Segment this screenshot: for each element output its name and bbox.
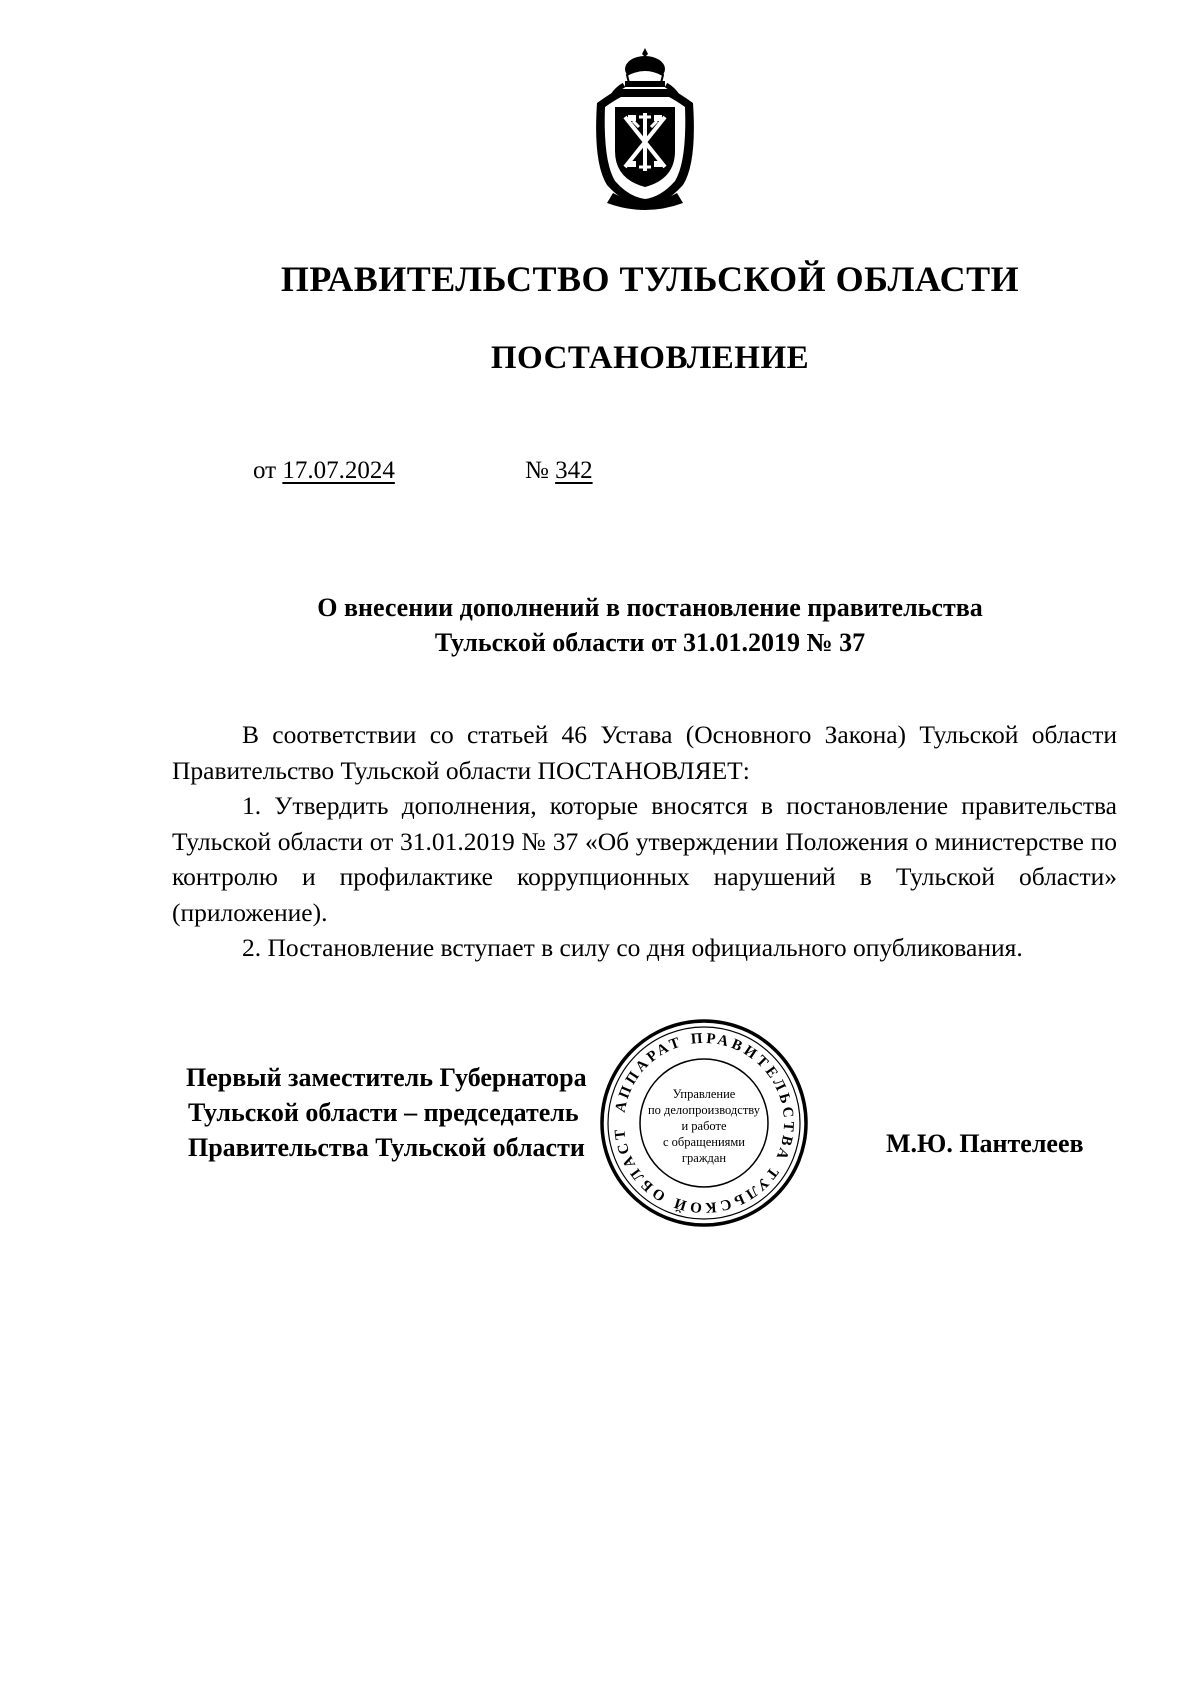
- stamp-line: с обращениями: [663, 1135, 745, 1149]
- position-line: Первый заместитель Губернатора: [186, 1063, 587, 1092]
- stamp-center-text: [639, 1086, 769, 1166]
- number-value: 342: [555, 457, 593, 484]
- document-date: [253, 457, 395, 485]
- organization-title: ПРАВИТЕЛЬСТВО ТУЛЬСКОЙ ОБЛАСТИ: [280, 259, 1020, 299]
- coat-of-arms-icon: [583, 45, 708, 210]
- stamp-ring-text: АППАРАТ ПРАВИТЕЛЬСТВА ТУЛЬСКОЙ ОБЛАСТИ: [591, 1006, 797, 1216]
- position-line: Правительства Тульской области: [188, 1133, 585, 1162]
- stamp-line: Управление: [672, 1087, 736, 1101]
- position-line: Тульской области – председатель: [188, 1098, 579, 1127]
- stamp-line: и работе: [681, 1119, 727, 1133]
- subject-line: Тульской области от 31.01.2019 № 37: [434, 628, 866, 657]
- body-item-2: 2. Постановление вступает в силу со дня официального опубликования.: [242, 933, 1023, 962]
- document-number: [525, 457, 593, 485]
- subject-line: О внесении дополнений в постановление правительства: [317, 593, 983, 622]
- number-prefix: №: [525, 457, 549, 484]
- stamp-line: граждан: [681, 1151, 727, 1165]
- signatory-position: [186, 1060, 587, 1165]
- document-subject: [0, 590, 1200, 660]
- date-value: 17.07.2024: [282, 457, 395, 484]
- body-item-1: 1. Утвердить дополнения, которые вносятся в постановление правительства Тульской области от 31.01.2019 № 37 «Об утверждении Положения о министерстве по контролю и профилактике коррупционных нарушений в Тульской области» (приложение).: [172, 791, 1117, 927]
- date-prefix: от: [253, 457, 277, 484]
- official-seal-stamp: [591, 1006, 809, 1228]
- document-type-heading: ПОСТАНОВЛЕНИЕ: [490, 340, 810, 376]
- preamble-paragraph: В соответствии со статьей 46 Устава (Основного Закона) Тульской области Правительство Тульской области ПОСТАНОВЛЯЕТ:: [172, 720, 1117, 785]
- signatory-name: М.Ю. Пантелеев: [886, 1129, 1084, 1158]
- stamp-line: по делопроизводству: [647, 1103, 761, 1117]
- document-body: [172, 717, 1117, 966]
